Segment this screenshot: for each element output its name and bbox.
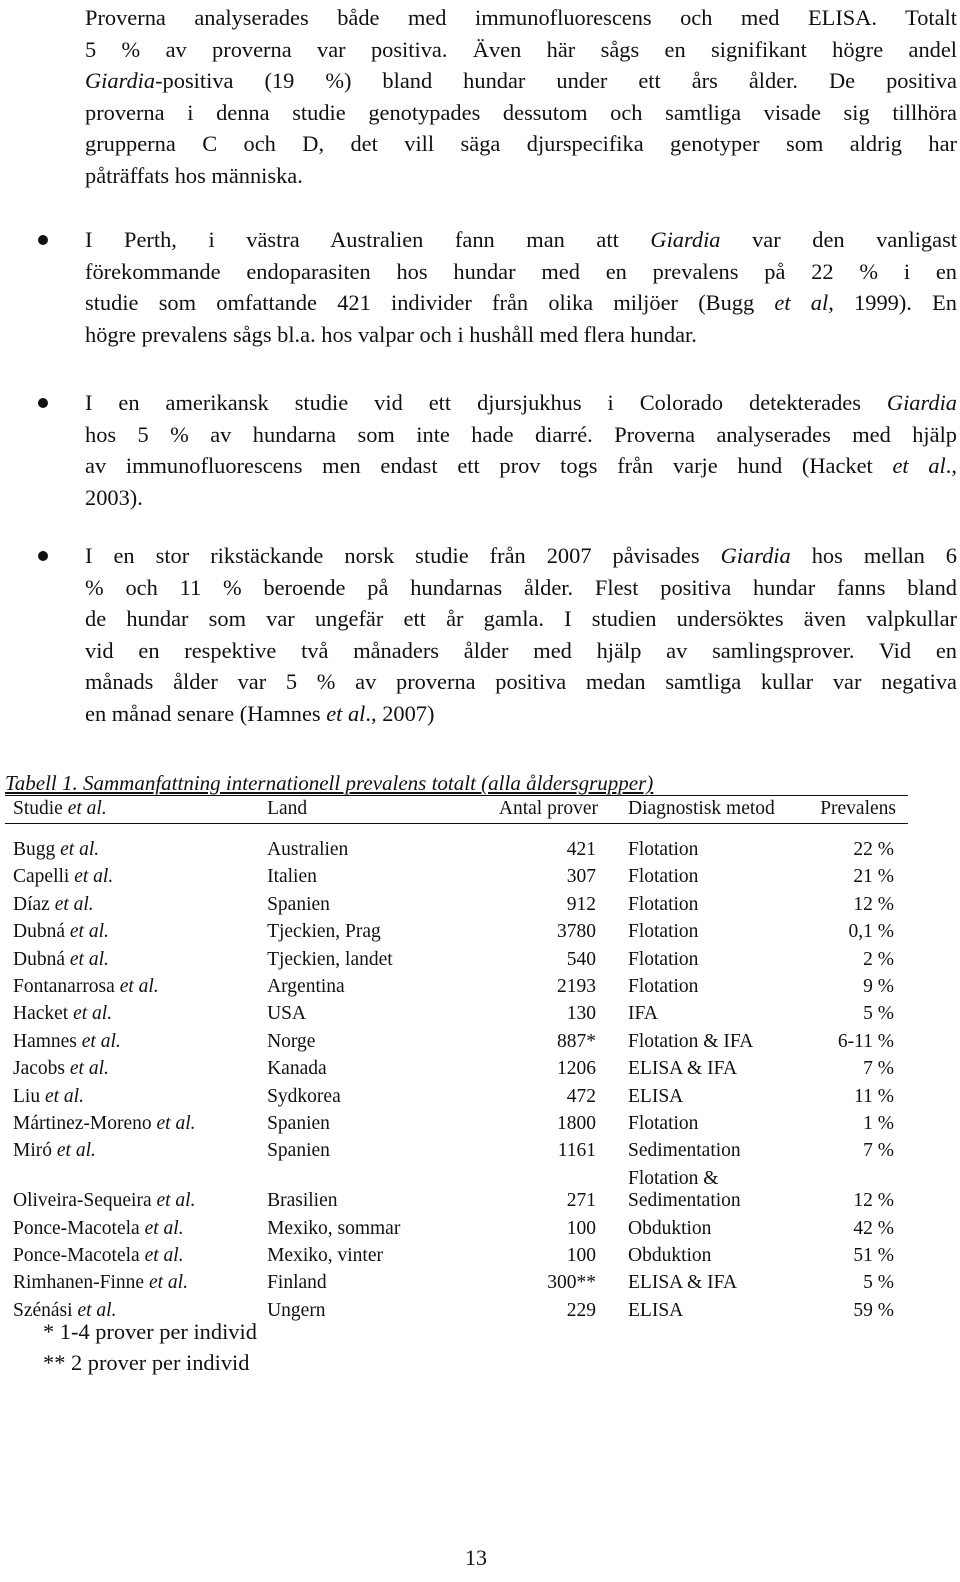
cell-country: Spanien bbox=[267, 1112, 330, 1134]
cell-study: Ponce-Macotela et al. bbox=[13, 1217, 184, 1239]
text-segment: I Perth, i västra Australien fann man att bbox=[85, 227, 651, 252]
table-header-row bbox=[5, 796, 908, 824]
cell-study: Hacket et al. bbox=[13, 1003, 113, 1025]
cell-samples: 540 bbox=[566, 948, 596, 970]
page-number: 13 bbox=[465, 1545, 487, 1570]
cell-country: Spanien bbox=[267, 893, 330, 915]
cell-study: Hamnes et al. bbox=[13, 1030, 121, 1052]
cell-prevalence: 22 % bbox=[853, 839, 894, 860]
cell-method: ELISA & IFA bbox=[628, 1058, 738, 1080]
text-segment: en månad senare (Hamnes bbox=[85, 700, 327, 726]
cell-samples: 1161 bbox=[557, 1140, 596, 1162]
cell-samples: 3780 bbox=[557, 921, 596, 943]
text-line bbox=[85, 419, 957, 451]
cell-method: IFA bbox=[628, 1003, 658, 1025]
table-row bbox=[5, 916, 908, 943]
text-line bbox=[85, 482, 957, 514]
intro-paragraph bbox=[85, 2, 957, 192]
cell-method: Obduktion bbox=[628, 1217, 712, 1239]
cell-samples: 887* bbox=[557, 1030, 596, 1052]
cell-samples: 130 bbox=[566, 1003, 596, 1025]
header-samples: Antal prover bbox=[442, 796, 620, 824]
bullet-paragraph-colorado bbox=[85, 387, 957, 513]
header-country: Land bbox=[259, 796, 441, 824]
text-segment: et al bbox=[892, 453, 946, 479]
cell-samples: 472 bbox=[566, 1085, 596, 1107]
text-line bbox=[85, 287, 957, 319]
cell-study: Liu et al. bbox=[13, 1085, 84, 1107]
cell-study: Capelli et al. bbox=[13, 866, 114, 888]
cell-method: ELISA & IFA bbox=[628, 1272, 738, 1294]
table-row bbox=[5, 824, 908, 862]
prevalence-table bbox=[5, 795, 908, 1322]
text-line bbox=[85, 160, 957, 192]
cell-method: ELISA bbox=[628, 1085, 684, 1107]
cell-samples: 2193 bbox=[557, 975, 596, 997]
cell-study: Miró et al. bbox=[13, 1140, 96, 1162]
text-segment: Giardia bbox=[650, 227, 721, 252]
text-line bbox=[85, 224, 957, 256]
cell-prevalence: 42 % bbox=[853, 1217, 894, 1239]
cell-method: Flotation bbox=[628, 948, 699, 970]
bullet-paragraph-norway bbox=[85, 540, 957, 730]
cell-samples: 912 bbox=[566, 893, 596, 915]
cell-study: Oliveira-Sequeira et al. bbox=[13, 1190, 196, 1212]
cell-prevalence: 21 % bbox=[853, 866, 894, 888]
cell-prevalence: 5 % bbox=[863, 1003, 894, 1025]
cell-study: Szénási et al. bbox=[13, 1299, 117, 1321]
text-segment: ., 2007) bbox=[365, 700, 435, 726]
table-row bbox=[5, 971, 908, 998]
cell-country: Mexiko, sommar bbox=[267, 1217, 401, 1239]
cell-prevalence: 2 % bbox=[863, 948, 894, 970]
cell-study: Dubná et al. bbox=[13, 921, 109, 943]
table-row bbox=[5, 1212, 908, 1239]
footnote-2: ** 2 prover per individ bbox=[43, 1350, 250, 1375]
table-row bbox=[5, 1294, 908, 1321]
cell-country: Ungern bbox=[267, 1299, 326, 1321]
cell-country: USA bbox=[267, 1003, 307, 1025]
cell-study: Díaz et al. bbox=[13, 893, 94, 915]
text-segment: 5 % av proverna var positiva. Även här sågs en signifikant högre andel bbox=[85, 36, 957, 62]
cell-country: Argentina bbox=[267, 975, 345, 997]
text-segment: -positiva (19 %) bland hundar under ett års ålder. De positiva bbox=[155, 68, 957, 94]
cell-study: Ponce-Macotela et al. bbox=[13, 1245, 184, 1267]
text-segment: et al bbox=[774, 290, 829, 316]
cell-country: Brasilien bbox=[267, 1190, 338, 1212]
text-segment: I en stor rikstäckande norsk studie från 2007 påvisades bbox=[85, 543, 721, 568]
cell-samples: 307 bbox=[566, 866, 596, 888]
bullet-dot bbox=[38, 551, 48, 561]
cell-country: Spanien bbox=[267, 1140, 330, 1162]
text-segment: förekommande endoparasiten hos hundar med en prevalens på 22 % i en bbox=[85, 258, 957, 284]
cell-prevalence: 12 % bbox=[853, 1190, 894, 1212]
text-segment: % och 11 % beroende på hundarnas ålder. Flest positiva hundar fanns bland bbox=[85, 574, 957, 600]
text-line bbox=[85, 572, 957, 604]
cell-country: Kanada bbox=[267, 1058, 327, 1080]
cell-country: Norge bbox=[267, 1030, 316, 1052]
table-row bbox=[5, 1053, 908, 1080]
cell-prevalence: 9 % bbox=[863, 975, 894, 997]
cell-study: Fontanarrosa et al. bbox=[13, 975, 159, 997]
cell-method: Flotation bbox=[628, 1112, 699, 1134]
text-segment: månads ålder var 5 % av proverna positiva medan samtliga kullar var negativa bbox=[85, 669, 957, 695]
text-segment: hos mellan 6 bbox=[790, 543, 957, 568]
cell-country: Italien bbox=[267, 866, 317, 888]
cell-samples: 229 bbox=[566, 1299, 596, 1321]
text-line bbox=[85, 666, 957, 698]
cell-samples: 100 bbox=[566, 1217, 596, 1239]
cell-study: Rimhanen-Finne et al. bbox=[13, 1272, 188, 1294]
text-line bbox=[85, 635, 957, 667]
cell-method: ELISA bbox=[628, 1299, 684, 1321]
cell-method: Flotation bbox=[628, 975, 699, 997]
cell-method: Flotation bbox=[628, 839, 699, 860]
cell-country: Tjeckien, Prag bbox=[267, 921, 381, 943]
text-line bbox=[85, 2, 957, 34]
text-segment: hos 5 % av hundarna som inte hade diarré. Proverna analyserades med hjälp bbox=[85, 421, 957, 447]
cell-samples: 271 bbox=[566, 1190, 596, 1212]
text-segment: Giardia bbox=[85, 68, 156, 94]
table-row bbox=[5, 861, 908, 888]
text-segment: proverna i denna studie genotypades dessutom och samtliga visade sig tillhöra bbox=[85, 99, 957, 125]
text-segment: Giardia bbox=[720, 543, 791, 568]
text-line bbox=[85, 387, 957, 419]
cell-country: Australien bbox=[267, 839, 349, 860]
bullet-dot bbox=[38, 398, 48, 408]
cell-prevalence: 7 % bbox=[863, 1058, 894, 1080]
cell-method: Flotation & IFA bbox=[628, 1030, 754, 1052]
text-segment: påträffats hos människa. bbox=[85, 162, 303, 188]
table-row bbox=[5, 1108, 908, 1135]
text-line bbox=[85, 698, 957, 730]
text-line bbox=[85, 540, 957, 572]
cell-method: Flotation bbox=[628, 921, 699, 943]
cell-study: Bugg et al. bbox=[13, 839, 100, 860]
text-segment: , 1999). En bbox=[828, 290, 957, 316]
table-caption: Tabell 1. Sammanfattning internationell prevalens totalt (alla åldersgrupper) bbox=[5, 771, 654, 795]
text-segment: I en amerikansk studie vid ett djursjukhus i Colorado detekterades bbox=[85, 390, 887, 415]
table-row bbox=[5, 943, 908, 970]
table-row bbox=[5, 1135, 908, 1162]
text-segment: studie som omfattande 421 individer från olika miljöer (Bugg bbox=[85, 290, 775, 316]
table-row bbox=[5, 998, 908, 1025]
footnote-1: * 1-4 prover per individ bbox=[43, 1319, 257, 1344]
text-line bbox=[85, 256, 957, 288]
cell-samples: 300** bbox=[547, 1272, 596, 1294]
cell-study: Mártinez-Moreno et al. bbox=[13, 1112, 196, 1134]
table-row bbox=[5, 1025, 908, 1052]
cell-prevalence: 7 % bbox=[863, 1140, 894, 1162]
table-row bbox=[5, 888, 908, 915]
text-segment: grupperna C och D, det vill säga djurspecifika genotyper som aldrig har bbox=[85, 131, 957, 157]
text-segment: högre prevalens sågs bl.a. hos valpar och i hushåll med flera hundar. bbox=[85, 321, 697, 347]
cell-prevalence: 12 % bbox=[853, 893, 894, 915]
cell-country: Finland bbox=[267, 1272, 327, 1294]
text-segment: ., bbox=[945, 453, 957, 479]
cell-prevalence: 1 % bbox=[863, 1112, 894, 1134]
cell-prevalence: 11 % bbox=[854, 1085, 894, 1107]
text-line bbox=[85, 450, 957, 482]
bullet-paragraph-perth bbox=[85, 224, 957, 350]
table-row bbox=[5, 1080, 908, 1107]
text-segment: et al bbox=[326, 700, 366, 726]
table-row bbox=[5, 1267, 908, 1294]
text-line bbox=[85, 603, 957, 635]
text-segment: av immunofluorescens men endast ett prov togs från varje hund (Hacket bbox=[85, 453, 893, 479]
text-segment: de hundar som var ungefär ett år gamla. I studien undersöktes även valpkullar bbox=[85, 606, 957, 632]
cell-study: Jacobs et al. bbox=[13, 1058, 109, 1080]
bullet-dot bbox=[38, 235, 48, 245]
cell-method: Flotation bbox=[628, 866, 699, 888]
text-line bbox=[85, 97, 957, 129]
text-line bbox=[85, 128, 957, 160]
cell-prevalence: 6-11 % bbox=[837, 1030, 894, 1052]
cell-method: Obduktion bbox=[628, 1245, 712, 1267]
cell-method: Flotation & Sedimentation bbox=[628, 1168, 741, 1212]
header-method: Diagnostisk metod bbox=[620, 796, 812, 824]
text-segment: vid en respektive två månaders ålder med hjälp av samlingsprover. Vid en bbox=[85, 637, 957, 663]
text-segment: var den vanligast bbox=[720, 227, 957, 252]
cell-samples: 1800 bbox=[557, 1112, 596, 1134]
cell-samples: 1206 bbox=[557, 1058, 596, 1080]
cell-method: Sedimentation bbox=[628, 1140, 741, 1162]
text-line bbox=[85, 34, 957, 66]
cell-method: Flotation bbox=[628, 893, 699, 915]
text-segment: 2003). bbox=[85, 484, 143, 510]
text-line bbox=[85, 65, 957, 97]
cell-country: Tjeckien, landet bbox=[267, 948, 393, 970]
cell-country: Sydkorea bbox=[267, 1085, 341, 1107]
text-segment: Giardia bbox=[886, 390, 957, 415]
table-row bbox=[5, 1162, 908, 1212]
cell-study: Dubná et al. bbox=[13, 948, 109, 970]
cell-prevalence: 5 % bbox=[863, 1272, 894, 1294]
cell-prevalence: 51 % bbox=[853, 1245, 894, 1267]
header-prevalence: Prevalens bbox=[812, 796, 908, 824]
table-row bbox=[5, 1240, 908, 1267]
text-line bbox=[85, 319, 957, 351]
cell-country: Mexiko, vinter bbox=[267, 1245, 383, 1267]
text-segment: Proverna analyserades både med immunofluorescens och med ELISA. Totalt bbox=[85, 5, 957, 30]
cell-samples: 421 bbox=[566, 839, 596, 860]
cell-samples: 100 bbox=[566, 1245, 596, 1267]
cell-prevalence: 59 % bbox=[853, 1299, 894, 1321]
cell-prevalence: 0,1 % bbox=[848, 921, 894, 943]
header-study: Studie et al. bbox=[5, 796, 259, 824]
